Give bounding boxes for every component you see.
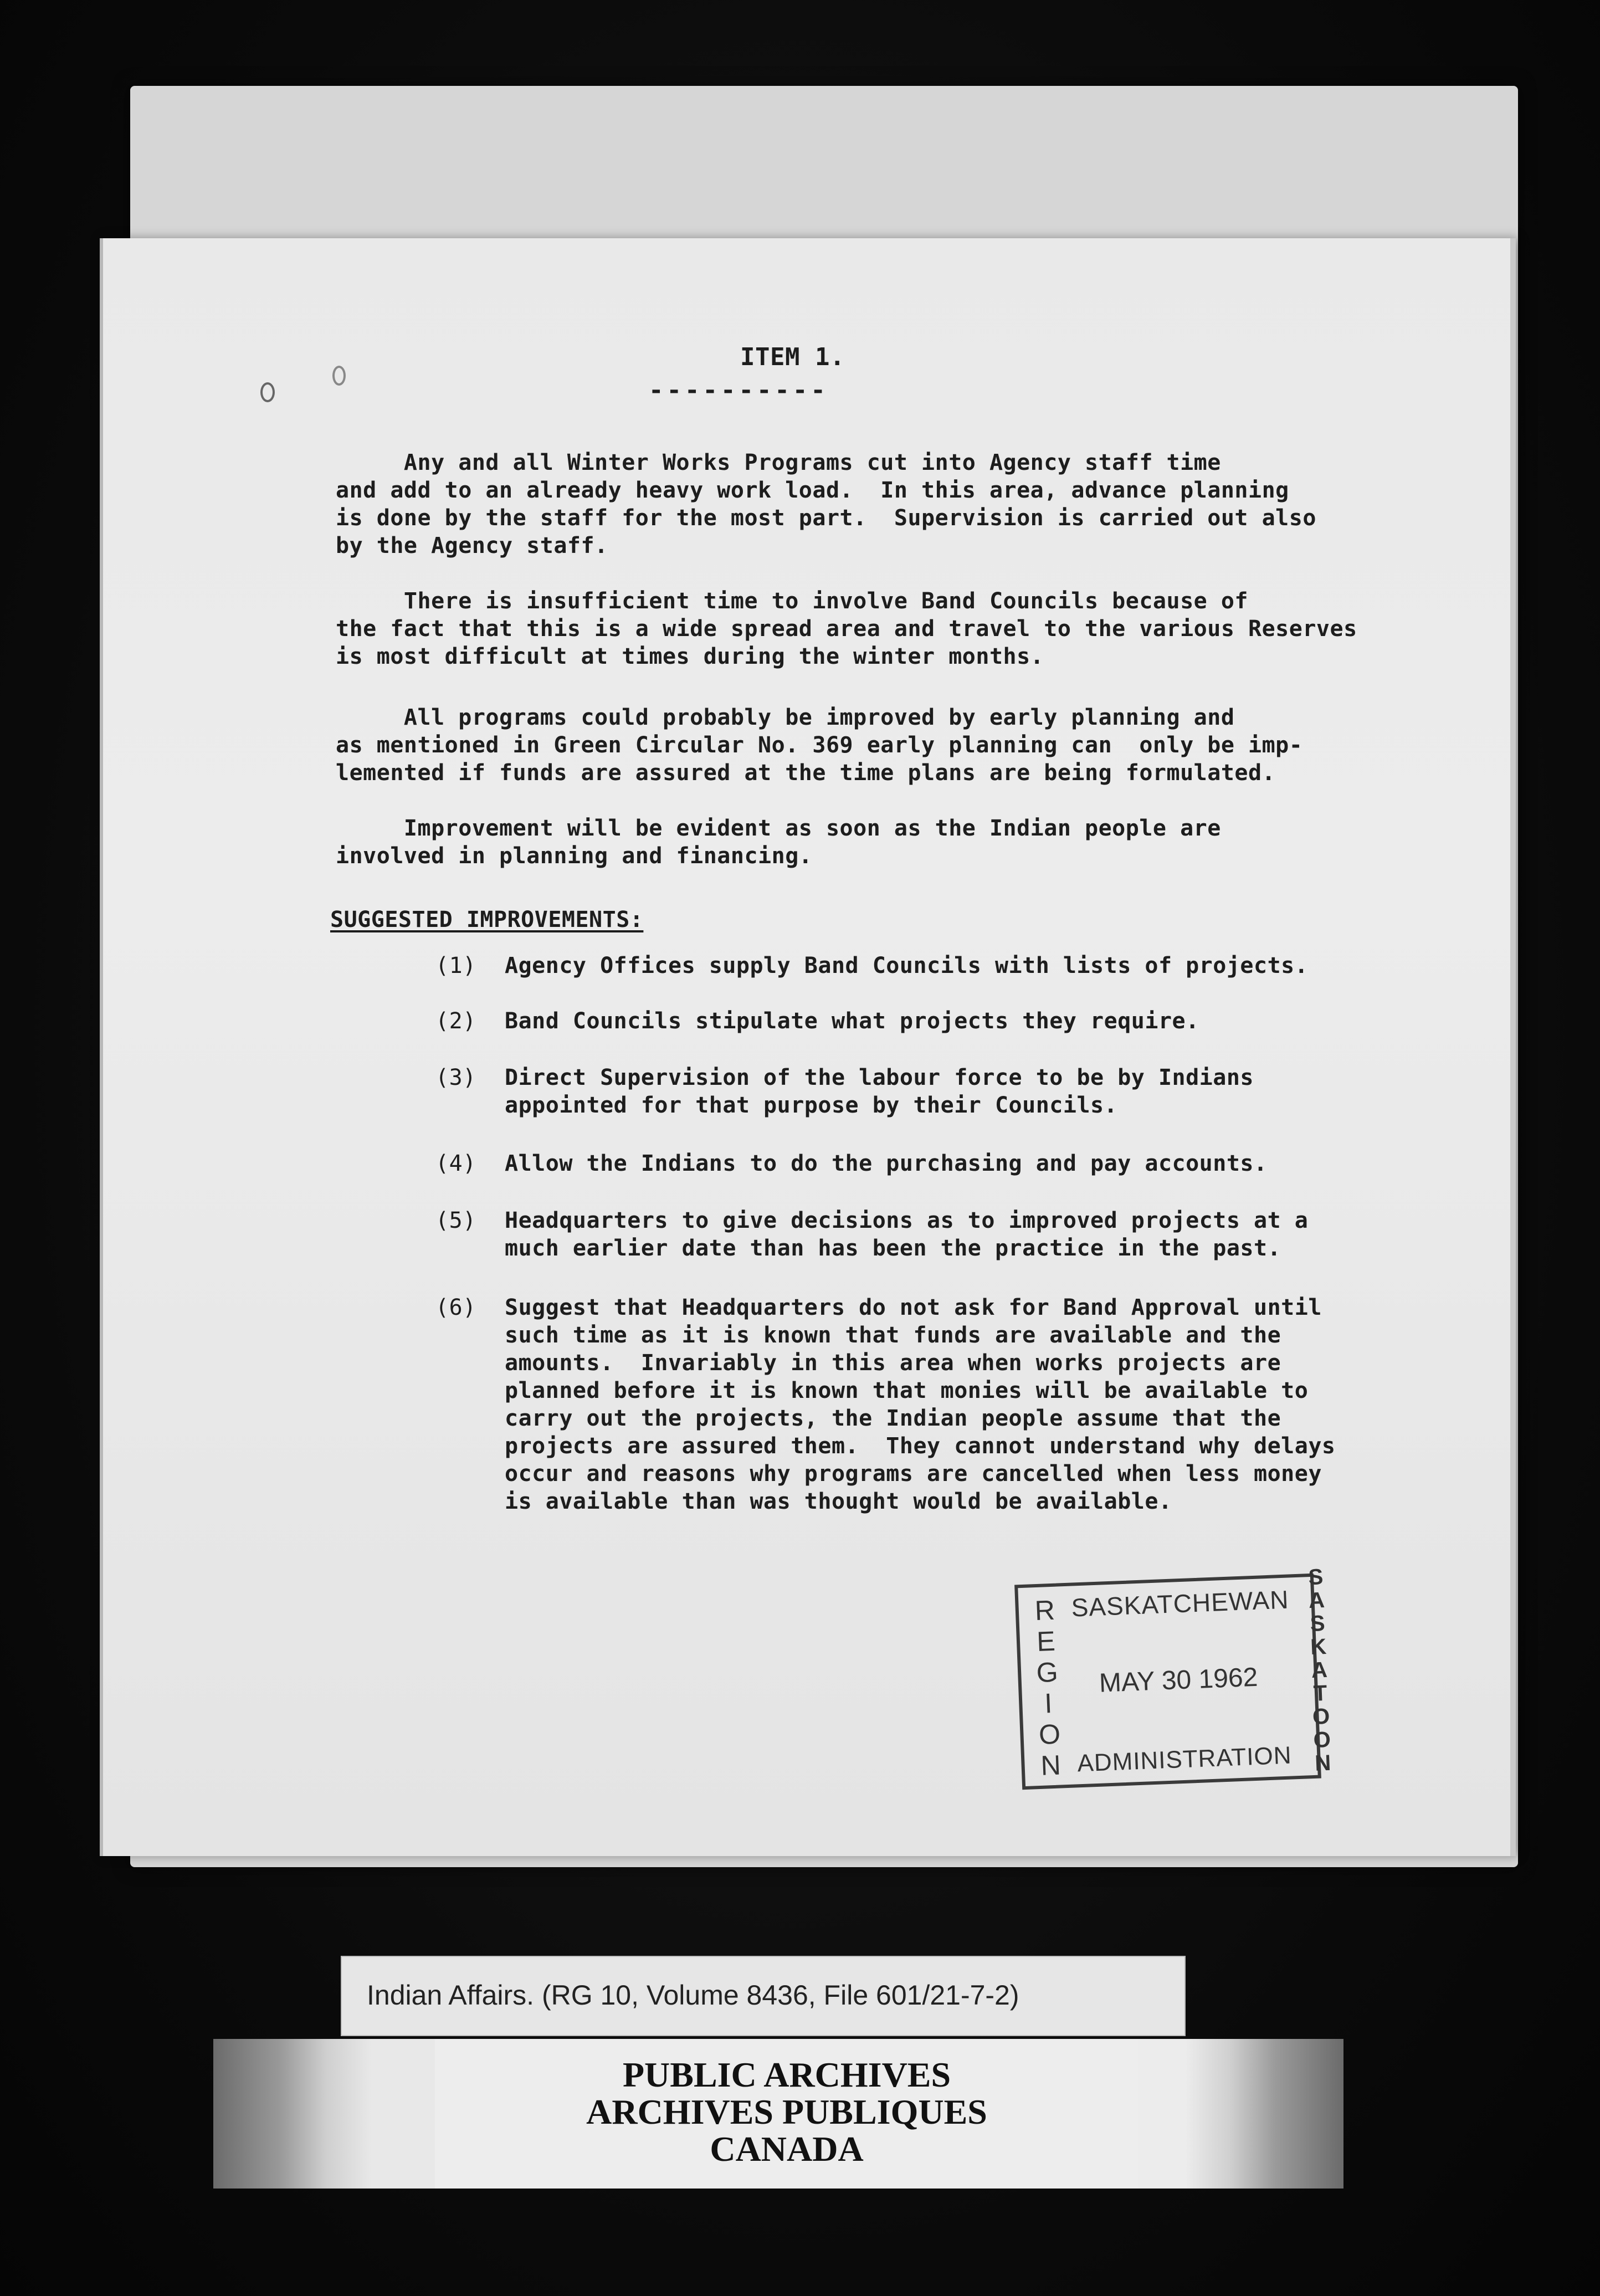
document-title: ITEM 1. (740, 343, 845, 371)
item-text (505, 1294, 1336, 1515)
paragraph-line: All programs could probably be improved by early planning and (336, 705, 1235, 730)
item-line: appointed for that purpose by their Councils. (505, 1093, 1118, 1118)
paragraph-3 (336, 704, 1444, 787)
archive-name-plate (435, 2039, 1139, 2189)
item-line: Allow the Indians to do the purchasing and pay accounts. (505, 1151, 1268, 1176)
stamp-province: SASKATCHEWAN (1070, 1585, 1290, 1622)
archive-line-country: CANADA (710, 2129, 864, 2169)
item-line: projects are assured them. They cannot understand why delays (505, 1433, 1336, 1459)
item-number: (4) (435, 1151, 476, 1176)
stamp-administration: ADMINISTRATION (1076, 1741, 1293, 1777)
title-rule: ---------- (649, 376, 829, 404)
item-line: Suggest that Headquarters do not ask for Band Approval until (505, 1295, 1322, 1320)
paragraph-line: Improvement will be evident as soon as the Indian people are (336, 816, 1221, 841)
item-number: (1) (435, 953, 476, 978)
item-line: Agency Offices supply Band Councils with lists of projects. (505, 953, 1309, 978)
item-line: Direct Supervision of the labour force to be by Indians (505, 1065, 1254, 1090)
item-number: (6) (435, 1295, 476, 1320)
item-line: Headquarters to give decisions as to improved projects at a (505, 1208, 1309, 1233)
paragraph-1 (336, 449, 1444, 560)
hole-punch-mark (260, 382, 275, 402)
paragraph-line: and add to an already heavy work load. In this area, advance planning (336, 478, 1289, 503)
paragraph-line: Any and all Winter Works Programs cut into Agency staff time (336, 450, 1221, 475)
page-content (103, 238, 1510, 1856)
item-line: amounts. Invariably in this area when works projects are (505, 1350, 1281, 1376)
item-line: occur and reasons why programs are cancelled when less money (505, 1461, 1322, 1487)
archive-line-english: PUBLIC ARCHIVES (622, 2055, 951, 2094)
item-text (505, 1150, 1268, 1177)
paragraph-line: as mentioned in Green Circular No. 369 early planning can only be imp- (336, 732, 1303, 758)
item-text (505, 1064, 1254, 1119)
archive-line-french: ARCHIVES PUBLIQUES (586, 2092, 987, 2131)
paragraph-4 (336, 814, 1444, 870)
item-line: such time as it is known that funds are available and the (505, 1323, 1281, 1348)
stamp-region-vertical: REGION (1034, 1594, 1061, 1781)
item-number: (3) (435, 1065, 476, 1090)
item-text (505, 952, 1308, 980)
suggested-improvements-heading: SUGGESTED IMPROVEMENTS: (330, 907, 644, 932)
stamp-date: MAY 30 1962 (1099, 1662, 1259, 1698)
paragraph-2 (336, 587, 1444, 670)
paragraph-line: is done by the staff for the most part. Supervision is carried out also (336, 505, 1316, 531)
item-number: (2) (435, 1008, 476, 1034)
paragraph-line: by the Agency staff. (336, 533, 608, 558)
item-line: much earlier date than has been the practice in the past. (505, 1236, 1281, 1261)
stamp-city-vertical: SASKATOON (1307, 1565, 1332, 1776)
archive-reference-text: Indian Affairs. (RG 10, Volume 8436, File 601/21-7-2) (367, 1980, 1019, 2011)
archive-reference-label (341, 1956, 1186, 2036)
received-stamp (1014, 1565, 1332, 1790)
item-line: Band Councils stipulate what projects they require. (505, 1008, 1199, 1034)
item-line: is available than was thought would be available. (505, 1489, 1172, 1514)
item-text (505, 1007, 1199, 1035)
paragraph-line: the fact that this is a wide spread area and travel to the various Reserves (336, 616, 1357, 642)
paragraph-line: There is insufficient time to involve Band Councils because of (336, 588, 1248, 614)
hole-punch-mark (332, 366, 346, 386)
item-text (505, 1207, 1308, 1262)
item-line: carry out the projects, the Indian people assume that the (505, 1406, 1281, 1431)
item-line: planned before it is known that monies will be available to (505, 1378, 1309, 1403)
paragraph-line: lemented if funds are assured at the time plans are being formulated. (336, 760, 1276, 786)
document-page (100, 238, 1516, 1856)
archive-name-label (213, 2039, 1343, 2189)
paragraph-line: involved in planning and financing. (336, 843, 813, 869)
item-number: (5) (435, 1208, 476, 1233)
paragraph-line: is most difficult at times during the winter months. (336, 644, 1044, 669)
